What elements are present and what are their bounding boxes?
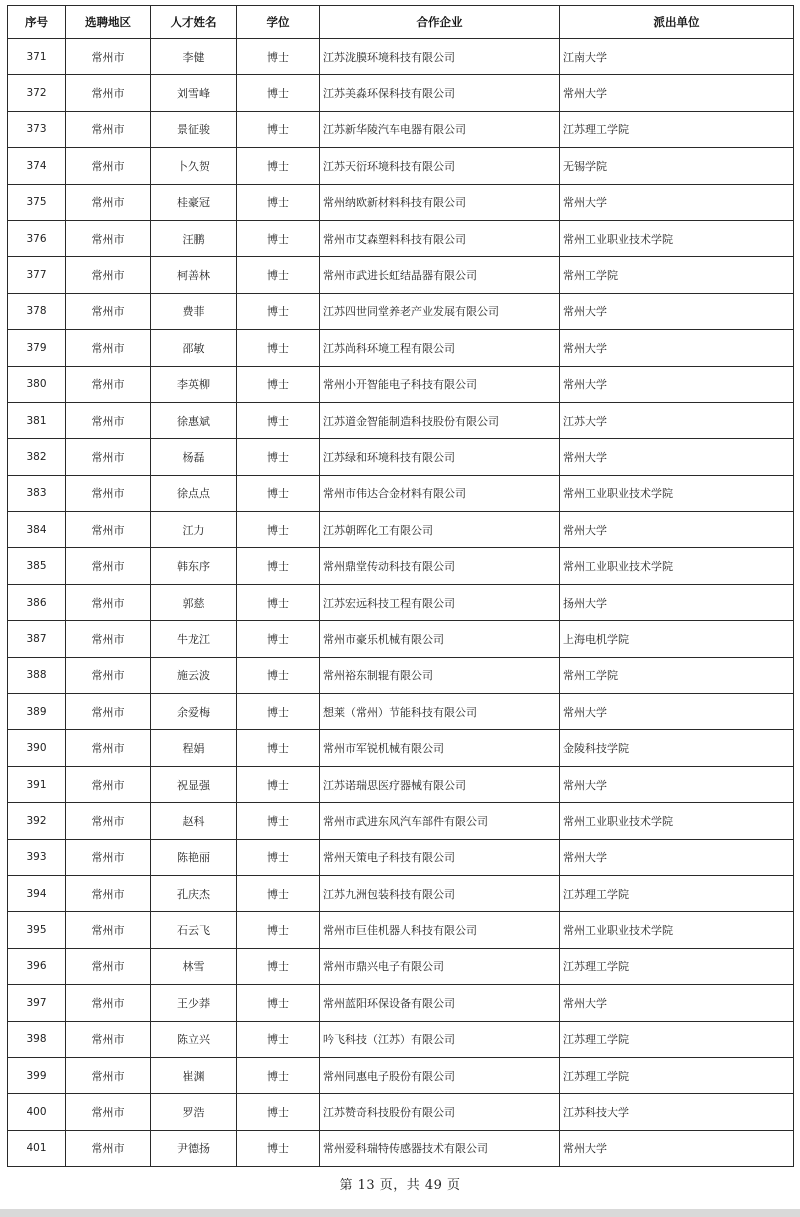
cell-name: 李英柳 [151,366,237,402]
cell-index: 389 [8,694,66,730]
table-row [8,1057,794,1093]
cell-name: 陈艳丽 [151,839,237,875]
cell-company: 江苏绿和环境科技有限公司 [320,439,560,475]
cell-name: 崔渊 [151,1057,237,1093]
cell-region: 常州市 [66,839,151,875]
cell-unit: 常州大学 [560,366,794,402]
cell-name: 李健 [151,39,237,75]
cell-degree: 博士 [237,111,320,147]
cell-degree: 博士 [237,257,320,293]
cell-degree: 博士 [237,75,320,111]
cell-degree: 博士 [237,475,320,511]
cell-degree: 博士 [237,584,320,620]
cell-company: 常州小开智能电子科技有限公司 [320,366,560,402]
cell-unit: 常州大学 [560,766,794,802]
table-body [8,39,794,1167]
cell-degree: 博士 [237,948,320,984]
cell-index: 391 [8,766,66,802]
cell-name: 景征骏 [151,111,237,147]
cell-company: 常州天策电子科技有限公司 [320,839,560,875]
cell-company: 江苏尚科环境工程有限公司 [320,330,560,366]
table-row [8,766,794,802]
cell-unit: 江苏理工学院 [560,948,794,984]
cell-name: 程娟 [151,730,237,766]
cell-index: 372 [8,75,66,111]
cell-region: 常州市 [66,111,151,147]
table-row [8,839,794,875]
cell-name: 韩东序 [151,548,237,584]
table-row [8,730,794,766]
cell-company: 常州市军锐机械有限公司 [320,730,560,766]
cell-company: 江苏朝晖化工有限公司 [320,512,560,548]
cell-name: 王少莽 [151,985,237,1021]
cell-name: 费菲 [151,293,237,329]
cell-name: 孔庆杰 [151,875,237,911]
cell-company: 常州市鼎兴电子有限公司 [320,948,560,984]
table-row [8,257,794,293]
cell-degree: 博士 [237,220,320,256]
cell-company: 江苏诺瑞思医疗器械有限公司 [320,766,560,802]
table-row [8,985,794,1021]
cell-index: 384 [8,512,66,548]
table-row [8,75,794,111]
table-row [8,293,794,329]
cell-company: 江苏美淼环保科技有限公司 [320,75,560,111]
cell-degree: 博士 [237,657,320,693]
cell-company: 江苏泷膜环境科技有限公司 [320,39,560,75]
table-row [8,330,794,366]
cell-region: 常州市 [66,257,151,293]
table-row [8,512,794,548]
cell-region: 常州市 [66,621,151,657]
table-row [8,875,794,911]
cell-region: 常州市 [66,548,151,584]
cell-name: 桂豪冠 [151,184,237,220]
cell-index: 398 [8,1021,66,1057]
cell-unit: 江苏理工学院 [560,111,794,147]
cell-company: 江苏宏远科技工程有限公司 [320,584,560,620]
cell-index: 401 [8,1130,66,1166]
cell-degree: 博士 [237,402,320,438]
cell-region: 常州市 [66,184,151,220]
header-degree: 学位 [237,6,320,39]
cell-index: 371 [8,39,66,75]
cell-degree: 博士 [237,439,320,475]
cell-company: 江苏天衍环境科技有限公司 [320,148,560,184]
cell-unit: 常州大学 [560,694,794,730]
cell-unit: 常州大学 [560,184,794,220]
header-row [8,6,794,39]
header-unit: 派出单位 [560,6,794,39]
cell-region: 常州市 [66,475,151,511]
table-row [8,803,794,839]
cell-region: 常州市 [66,293,151,329]
cell-company: 常州市艾森塑料科技有限公司 [320,220,560,256]
cell-company: 江苏道金智能制造科技股份有限公司 [320,402,560,438]
cell-region: 常州市 [66,948,151,984]
cell-region: 常州市 [66,402,151,438]
cell-index: 390 [8,730,66,766]
cell-company: 常州鼎堂传动科技有限公司 [320,548,560,584]
cell-region: 常州市 [66,1021,151,1057]
table-row [8,694,794,730]
cell-company: 江苏新华陵汽车电器有限公司 [320,111,560,147]
cell-index: 392 [8,803,66,839]
cell-index: 374 [8,148,66,184]
cell-region: 常州市 [66,39,151,75]
cell-name: 罗浩 [151,1094,237,1130]
cell-region: 常州市 [66,657,151,693]
cell-region: 常州市 [66,694,151,730]
cell-unit: 常州大学 [560,75,794,111]
cell-degree: 博士 [237,293,320,329]
cell-degree: 博士 [237,148,320,184]
table-row [8,184,794,220]
cell-index: 394 [8,875,66,911]
cell-name: 余爱梅 [151,694,237,730]
table-row [8,111,794,147]
table-row [8,584,794,620]
table-row [8,1094,794,1130]
cell-index: 388 [8,657,66,693]
cell-unit: 常州大学 [560,1130,794,1166]
table-row [8,366,794,402]
cell-company: 常州市豪乐机械有限公司 [320,621,560,657]
cell-name: 石云飞 [151,912,237,948]
cell-index: 396 [8,948,66,984]
cell-region: 常州市 [66,1057,151,1093]
cell-region: 常州市 [66,1130,151,1166]
cell-region: 常州市 [66,730,151,766]
cell-company: 常州纳欧新材料科技有限公司 [320,184,560,220]
table-row [8,39,794,75]
cell-name: 杨磊 [151,439,237,475]
cell-degree: 博士 [237,985,320,1021]
cell-unit: 常州工业职业技术学院 [560,475,794,511]
cell-degree: 博士 [237,1021,320,1057]
cell-unit: 无锡学院 [560,148,794,184]
cell-index: 379 [8,330,66,366]
cell-index: 375 [8,184,66,220]
cell-degree: 博士 [237,621,320,657]
cell-unit: 江苏科技大学 [560,1094,794,1130]
cell-index: 400 [8,1094,66,1130]
cell-index: 376 [8,220,66,256]
cell-index: 383 [8,475,66,511]
cell-company: 吟飞科技（江苏）有限公司 [320,1021,560,1057]
table-row [8,1130,794,1166]
table-row [8,402,794,438]
cell-name: 徐点点 [151,475,237,511]
cell-company: 常州市巨佳机器人科技有限公司 [320,912,560,948]
cell-name: 陈立兴 [151,1021,237,1057]
talent-table-container [7,5,793,1167]
cell-unit: 江苏理工学院 [560,1057,794,1093]
cell-unit: 常州工学院 [560,657,794,693]
cell-name: 赵科 [151,803,237,839]
cell-company: 常州市伟达合金材料有限公司 [320,475,560,511]
cell-region: 常州市 [66,512,151,548]
cell-company: 常州爱科瑞特传感器技术有限公司 [320,1130,560,1166]
cell-name: 牛龙江 [151,621,237,657]
cell-company: 常州蓝阳环保设备有限公司 [320,985,560,1021]
cell-company: 想莱（常州）节能科技有限公司 [320,694,560,730]
cell-name: 尹德扬 [151,1130,237,1166]
cell-name: 汪鹏 [151,220,237,256]
cell-name: 祝显强 [151,766,237,802]
table-row [8,148,794,184]
talent-table [7,5,794,1167]
table-row [8,912,794,948]
cell-name: 林雪 [151,948,237,984]
cell-degree: 博士 [237,548,320,584]
table-row [8,220,794,256]
cell-name: 徐惠斌 [151,402,237,438]
cell-unit: 江苏理工学院 [560,1021,794,1057]
cell-unit: 常州工业职业技术学院 [560,803,794,839]
cell-region: 常州市 [66,875,151,911]
header-name: 人才姓名 [151,6,237,39]
cell-index: 385 [8,548,66,584]
cell-degree: 博士 [237,766,320,802]
cell-unit: 常州工业职业技术学院 [560,548,794,584]
cell-region: 常州市 [66,584,151,620]
cell-unit: 常州大学 [560,330,794,366]
cell-index: 386 [8,584,66,620]
table-row [8,475,794,511]
cell-index: 378 [8,293,66,329]
cell-degree: 博士 [237,184,320,220]
page-number: 第 13 页，共 49 页 [339,1178,461,1193]
cell-unit: 江苏理工学院 [560,875,794,911]
cell-unit: 金陵科技学院 [560,730,794,766]
cell-region: 常州市 [66,985,151,1021]
cell-index: 393 [8,839,66,875]
cell-index: 395 [8,912,66,948]
cell-degree: 博士 [237,912,320,948]
cell-region: 常州市 [66,330,151,366]
cell-unit: 常州工业职业技术学院 [560,912,794,948]
cell-company: 江苏赞奇科技股份有限公司 [320,1094,560,1130]
table-row [8,621,794,657]
cell-region: 常州市 [66,912,151,948]
cell-index: 373 [8,111,66,147]
cell-index: 387 [8,621,66,657]
cell-unit: 上海电机学院 [560,621,794,657]
cell-unit: 常州工业职业技术学院 [560,220,794,256]
cell-unit: 常州大学 [560,985,794,1021]
cell-degree: 博士 [237,803,320,839]
cell-degree: 博士 [237,694,320,730]
cell-company: 常州市武进东风汽车部件有限公司 [320,803,560,839]
cell-degree: 博士 [237,512,320,548]
cell-unit: 常州大学 [560,439,794,475]
cell-degree: 博士 [237,1130,320,1166]
cell-unit: 常州大学 [560,839,794,875]
cell-name: 江力 [151,512,237,548]
cell-degree: 博士 [237,1057,320,1093]
header-index: 序号 [8,6,66,39]
cell-region: 常州市 [66,220,151,256]
cell-degree: 博士 [237,875,320,911]
cell-unit: 常州工学院 [560,257,794,293]
cell-index: 377 [8,257,66,293]
bottom-divider [0,1209,800,1217]
cell-company: 江苏九洲包装科技有限公司 [320,875,560,911]
cell-index: 380 [8,366,66,402]
cell-index: 397 [8,985,66,1021]
cell-region: 常州市 [66,75,151,111]
cell-degree: 博士 [237,366,320,402]
cell-degree: 博士 [237,330,320,366]
table-row [8,548,794,584]
cell-name: 郭慈 [151,584,237,620]
cell-index: 399 [8,1057,66,1093]
cell-region: 常州市 [66,766,151,802]
cell-name: 卜久贺 [151,148,237,184]
cell-unit: 扬州大学 [560,584,794,620]
cell-company: 常州同惠电子股份有限公司 [320,1057,560,1093]
cell-name: 刘雪峰 [151,75,237,111]
cell-region: 常州市 [66,1094,151,1130]
table-row [8,439,794,475]
cell-company: 常州裕东制辊有限公司 [320,657,560,693]
cell-index: 381 [8,402,66,438]
cell-degree: 博士 [237,730,320,766]
table-row [8,657,794,693]
cell-unit: 江南大学 [560,39,794,75]
header-region: 选聘地区 [66,6,151,39]
table-row [8,1021,794,1057]
header-company: 合作企业 [320,6,560,39]
table-row [8,948,794,984]
cell-unit: 常州大学 [560,512,794,548]
cell-degree: 博士 [237,839,320,875]
cell-region: 常州市 [66,148,151,184]
cell-region: 常州市 [66,803,151,839]
cell-company: 江苏四世同堂养老产业发展有限公司 [320,293,560,329]
cell-region: 常州市 [66,366,151,402]
cell-region: 常州市 [66,439,151,475]
cell-name: 施云波 [151,657,237,693]
cell-degree: 博士 [237,39,320,75]
cell-degree: 博士 [237,1094,320,1130]
cell-name: 柯善林 [151,257,237,293]
cell-unit: 常州大学 [560,293,794,329]
cell-unit: 江苏大学 [560,402,794,438]
cell-company: 常州市武进长虹结晶器有限公司 [320,257,560,293]
cell-name: 邵敏 [151,330,237,366]
cell-index: 382 [8,439,66,475]
table-header [8,6,794,39]
